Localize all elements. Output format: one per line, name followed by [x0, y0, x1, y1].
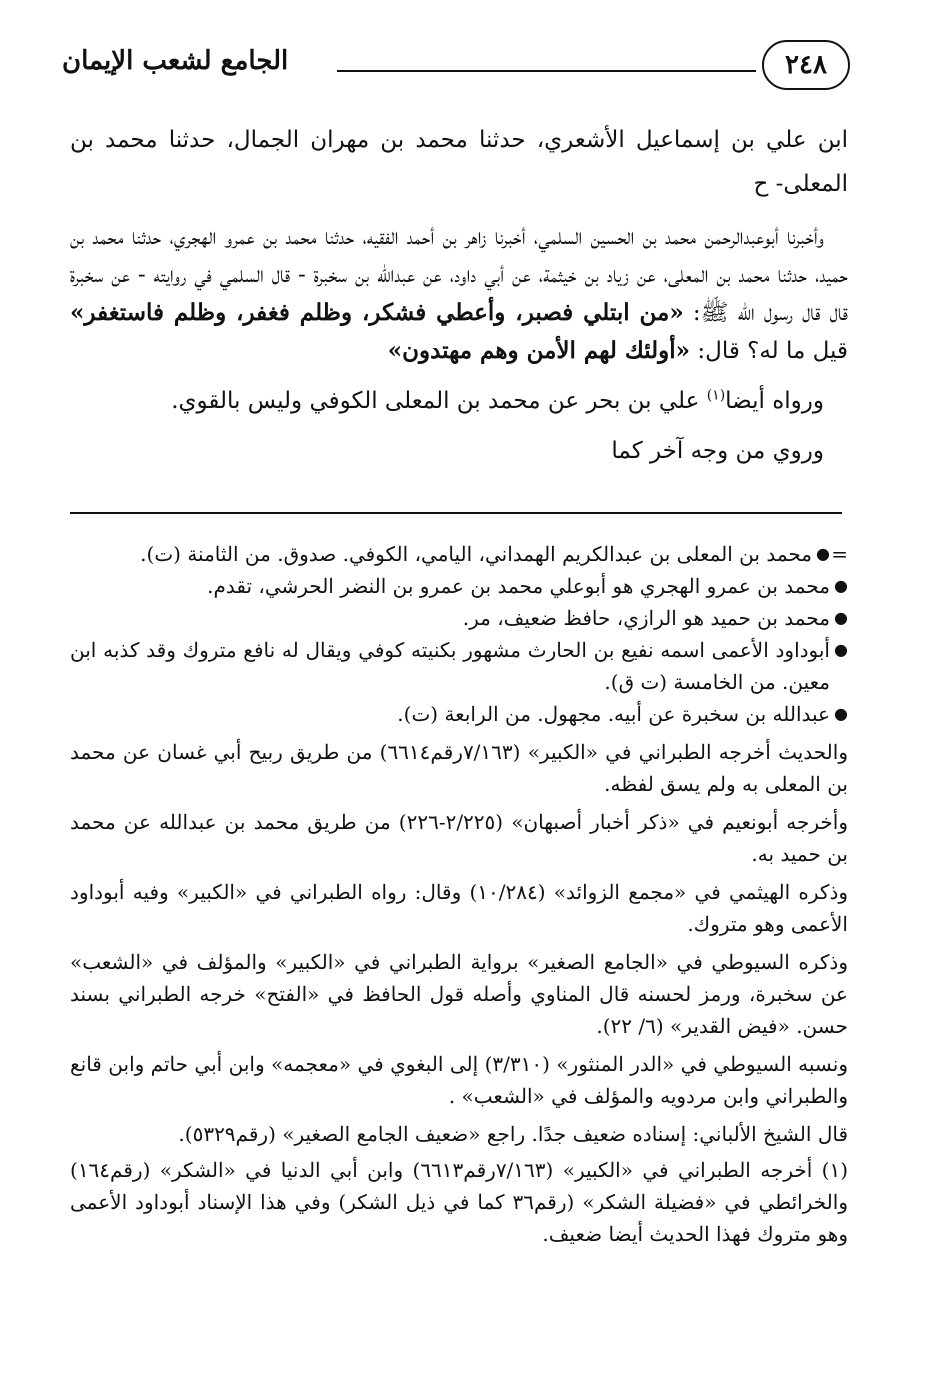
paragraph-narration: [70, 382, 848, 420]
question-text: قيل ما له؟ قال:: [690, 338, 848, 364]
takhrij-paragraph: وذكره السيوطي في «الجامع الصغير» برواية الطبراني في «الكبير» والمؤلف في «الشعب» عن سخبرة، ورمز لحسنه قال المناوي وأصله قول الحافظ في «الفتح» خرجه الطبراني بسند حسن. «فيض القدير» (٦/ ٢٢).: [70, 950, 848, 1038]
takhrij-paragraph: والحديث أخرجه الطبراني في «الكبير» (٧/١٦٣رقم٦٦١٤) من طريق ربيح أبي غسان عن محمد بن المعلى به ولم يسق لفظه.: [70, 740, 848, 796]
footnote-1: (١) أخرجه الطبراني في «الكبير» (٧/١٦٣رقم٦٦١٣) وابن أبي الدنيا في «الشكر» (رقم١٦٤) والخرائطي في «فضيلة الشكر» (رقم٣٦ كما في ذيل الشكر) وفي هذا الإسناد أبوداود الأعمى وهو متروك فهذا الحديث أيضا ضعيف.: [70, 1158, 849, 1246]
takhrij-paragraph: وأخرجه أبونعيم في «ذكر أخبار أصبهان» (٢/٢٢٥-٢٢٦) من طريق محمد بن عبدالله عن محمد بن حميد به.: [70, 810, 848, 866]
bullet-icon: ●: [834, 704, 848, 723]
note-bullet: = ● محمد بن المعلى بن عبدالكريم الهمداني، اليامي، الكوفي. صدوق. من الثامنة (ت).: [70, 538, 848, 570]
narration-text: ورواه أيضا: [725, 388, 824, 414]
isnad-text: وأخبرنا أبوعبدالرحمن محمد بن الحسين السلمي، أخبرنا زاهر بن أحمد الفقيه، حدثنا محمد بن عمرو الهجري، حدثنا محمد بن حميد، حدثنا محمد بن المعلى، عن زياد بن خيثمة، عن أبي داود، عن عبدالله بن سخبرة - قال السلمي في روايته - عن سخبرة قال قال رسول الله ﷺ:: [70, 224, 848, 326]
page-number: ٢٤٨: [762, 40, 850, 90]
paragraph-isnad-2: [70, 218, 848, 370]
hadith-text: «من ابتلي فصبر، وأعطي فشكر، وظلم فغفر، وظلم فاستغفر»: [70, 299, 684, 326]
takhrij-paragraph: وذكره الهيثمي في «مجمع الزوائد» (١٠/٢٨٤) وقال: رواه الطبراني في «الكبير» وفيه أبوداود الأعمى وهو متروك.: [70, 880, 849, 936]
footnote-marker: (١): [706, 387, 726, 404]
notes-section: [70, 538, 848, 1250]
bullet-icon: ●: [834, 576, 848, 595]
note-bullet: ● محمد بن حميد هو الرازي، حافظ ضعيف، مر.: [70, 602, 848, 634]
takhrij-paragraph: قال الشيخ الألباني: إسناده ضعيف جدًا. راجع «ضعيف الجامع الصغير» (رقم٥٣٢٩).: [178, 1122, 848, 1146]
page-header: [62, 40, 852, 96]
note-bullet: ● أبوداود الأعمى اسمه نفيع بن الحارث مشهور بكنيته كوفي ويقال له نافع متروك وقد كذبه ابن معين. من الخامسة (ت ق).: [70, 634, 848, 698]
hadith-answer-text: «أولئك لهم الأمن وهم مهتدون»: [387, 337, 691, 364]
paragraph-other-route: وروي من وجه آخر كما: [611, 438, 824, 464]
footnote-divider: [70, 512, 842, 514]
bullet-icon: ●: [816, 544, 830, 563]
takhrij-paragraph: ونسبه السيوطي في «الدر المنثور» (٣/٣١٠) إلى البغوي في «معجمه» وابن أبي حاتم وابن قانع والطبراني وابن مردويه والمؤلف في «الشعب» .: [70, 1052, 848, 1108]
note-bullet: ● محمد بن عمرو الهجري هو أبوعلي محمد بن عمرو بن النضر الحرشي، تقدم.: [70, 570, 848, 602]
bullet-icon: ●: [834, 608, 848, 627]
paragraph-isnad-1: ابن علي بن إسماعيل الأشعري، حدثنا محمد بن مهران الجمال، حدثنا محمد بن المعلى- ح: [70, 127, 848, 197]
header-rule: [337, 70, 756, 72]
running-title: الجامع لشعب الإيمان: [62, 46, 289, 76]
note-bullet: ● عبدالله بن سخبرة عن أبيه. مجهول. من الرابعة (ت).: [70, 698, 848, 730]
narration-text-cont: علي بن بحر عن محمد بن المعلى الكوفي وليس بالقوي.: [171, 388, 707, 414]
bullet-icon: ●: [834, 640, 848, 659]
continuation-mark: =: [831, 542, 848, 566]
main-text: [70, 118, 848, 470]
